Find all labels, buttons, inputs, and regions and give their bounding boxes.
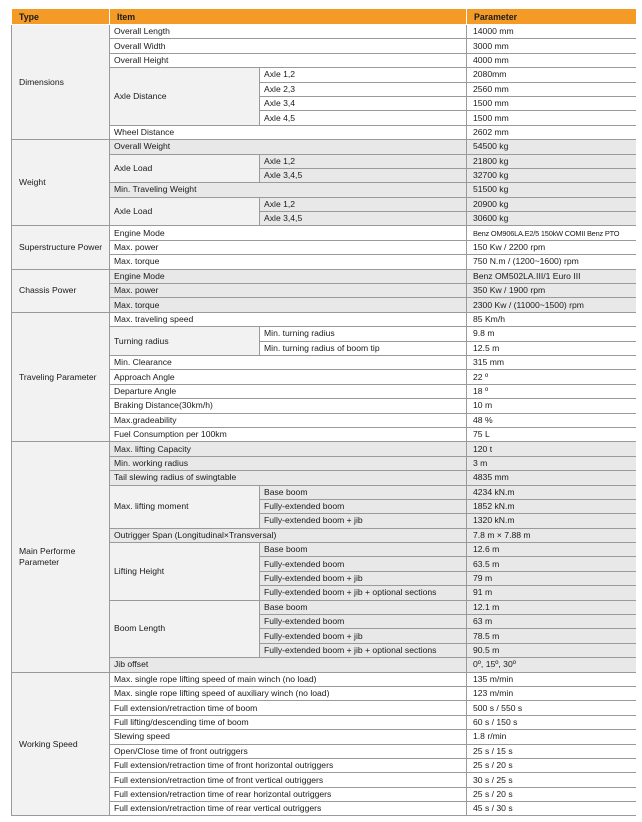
param-value: 45 s / 30 s [467,802,637,816]
param-value: 0º, 15º, 30º [467,658,637,672]
table-row [12,672,637,686]
group-chassis-power: Chassis Power [12,269,110,312]
group-superstructure-power: Superstructure Power [12,226,110,269]
sub-item-label: Base boom [260,485,467,499]
param-value: 2602 mm [467,125,637,139]
param-value: 25 s / 20 s [467,787,637,801]
param-value: 2560 mm [467,82,637,96]
param-value: 750 N.m / (1200~1600) rpm [467,255,637,269]
param-value: 7.8 m × 7.88 m [467,528,637,542]
item-label: Turning radius [110,327,260,356]
item-label: Full extension/retraction time of rear vertical outriggers [110,802,467,816]
param-value: 150 Kw / 2200 rpm [467,240,637,254]
param-value: 4234 kN.m [467,485,637,499]
sub-item-label: Base boom [260,600,467,614]
item-label: Approach Angle [110,370,467,384]
item-label: Axle Load [110,154,260,183]
param-value: 3 m [467,456,637,470]
group-working-speed: Working Speed [12,672,110,816]
item-label: Min. Clearance [110,355,467,369]
item-label: Max. torque [110,298,467,312]
sub-item-label: Fully-extended boom [260,615,467,629]
sub-item-label: Axle 1,2 [260,154,467,168]
table-row [12,269,637,283]
item-label: Min. working radius [110,456,467,470]
item-label: Overall Width [110,39,467,53]
item-label: Open/Close time of front outriggers [110,744,467,758]
param-value: 1320 kN.m [467,514,637,528]
sub-item-label: Fully-extended boom + jib [260,629,467,643]
sub-item-label: Min. turning radius of boom tip [260,341,467,355]
param-value: 4000 mm [467,53,637,67]
header-parameter: Parameter [467,9,637,25]
param-value: 60 s / 150 s [467,715,637,729]
item-label: Axle Load [110,197,260,226]
param-value: 315 mm [467,355,637,369]
param-value: 3000 mm [467,39,637,53]
table-row [12,312,637,326]
table-row [12,226,637,240]
param-value: 123 m/min [467,686,637,700]
param-value: 22 º [467,370,637,384]
param-value: 91 m [467,586,637,600]
param-value: 14000 mm [467,25,637,39]
item-label: Fuel Consumption per 100km [110,427,467,441]
sub-item-label: Axle 1,2 [260,68,467,82]
param-value: 48 % [467,413,637,427]
param-value: 21800 kg [467,154,637,168]
item-label: Braking Distance(30km/h) [110,399,467,413]
sub-item-label: Axle 4,5 [260,111,467,125]
item-label: Departure Angle [110,384,467,398]
item-label: Overall Weight [110,140,467,154]
param-value: 1852 kN.m [467,499,637,513]
sub-item-label: Axle 3,4,5 [260,168,467,182]
item-label: Min. Traveling Weight [110,183,467,197]
param-value: 9.8 m [467,327,637,341]
item-label: Engine Mode [110,226,467,240]
item-label: Outrigger Span (Longitudinal×Transversal) [110,528,467,542]
param-value: 4835 mm [467,471,637,485]
group-dimensions: Dimensions [12,25,110,140]
item-label: Overall Height [110,53,467,67]
sub-item-label: Base boom [260,543,467,557]
item-label: Max. power [110,284,467,298]
param-value: 85 Km/h [467,312,637,326]
item-label: Full extension/retraction time of boom [110,701,467,715]
param-value: Benz OM502LA.III/1 Euro III [467,269,637,283]
param-value: 32700 kg [467,168,637,182]
param-value: 2300 Kw / (11000~1500) rpm [467,298,637,312]
sub-item-label: Fully-extended boom [260,557,467,571]
group-weight: Weight [12,140,110,226]
table-header-row [12,9,637,25]
param-value: 79 m [467,571,637,585]
sub-item-label: Fully-extended boom + jib [260,571,467,585]
sub-item-label: Axle 3,4 [260,96,467,110]
item-label: Engine Mode [110,269,467,283]
param-value: 25 s / 20 s [467,758,637,772]
item-label: Max. torque [110,255,467,269]
param-value: 75 L [467,427,637,441]
table-row [12,442,637,456]
param-value: 18 º [467,384,637,398]
item-label: Max. lifting moment [110,485,260,528]
header-type: Type [12,9,110,25]
param-value: 30600 kg [467,212,637,226]
sub-item-label: Fully-extended boom + jib [260,514,467,528]
spec-table [11,8,636,816]
sub-item-label: Fully-extended boom + jib + optional sections [260,586,467,600]
param-value: 1500 mm [467,111,637,125]
item-label: Max. single rope lifting speed of auxiliary winch (no load) [110,686,467,700]
header-item: Item [110,9,467,25]
item-label: Jib offset [110,658,467,672]
param-value: 1.8 r/min [467,730,637,744]
item-label: Tail slewing radius of swingtable [110,471,467,485]
param-value: 500 s / 550 s [467,701,637,715]
item-label: Axle Distance [110,68,260,126]
item-label: Max. lifting Capacity [110,442,467,456]
param-value: 350 Kw / 1900 rpm [467,284,637,298]
table-row [12,140,637,154]
param-value: 78.5 m [467,629,637,643]
param-value: 135 m/min [467,672,637,686]
item-label: Full extension/retraction time of front vertical outriggers [110,773,467,787]
sub-item-label: Fully-extended boom + jib + optional sections [260,643,467,657]
param-value: 12.6 m [467,543,637,557]
item-label: Overall Length [110,25,467,39]
param-value: 63.5 m [467,557,637,571]
param-value: 10 m [467,399,637,413]
group-main-performe-parameter: Main Performe Parameter [12,442,110,672]
spec-table-container [11,8,636,822]
sub-item-label: Axle 2,3 [260,82,467,96]
item-label: Max. power [110,240,467,254]
sub-item-label: Axle 3,4,5 [260,212,467,226]
item-label: Max. traveling speed [110,312,467,326]
param-value: 1500 mm [467,96,637,110]
item-label: Full extension/retraction time of rear horizontal outriggers [110,787,467,801]
group-traveling-parameter: Traveling Parameter [12,312,110,442]
param-value: 54500 kg [467,140,637,154]
item-label: Slewing speed [110,730,467,744]
param-value: 30 s / 25 s [467,773,637,787]
param-value: 51500 kg [467,183,637,197]
sub-item-label: Min. turning radius [260,327,467,341]
param-value: 120 t [467,442,637,456]
item-label: Max.gradeability [110,413,467,427]
item-label: Boom Length [110,600,260,658]
sub-item-label: Fully-extended boom [260,499,467,513]
param-value: Benz OM906LA.E2/5 150kW COMII Benz PTO [467,226,637,240]
param-value: 63 m [467,615,637,629]
item-label: Max. single rope lifting speed of main winch (no load) [110,672,467,686]
sub-item-label: Axle 1,2 [260,197,467,211]
param-value: 2080mm [467,68,637,82]
param-value: 25 s / 15 s [467,744,637,758]
item-label: Wheel Distance [110,125,467,139]
param-value: 90.5 m [467,643,637,657]
param-value: 20900 kg [467,197,637,211]
item-label: Full extension/retraction time of front horizontal outriggers [110,758,467,772]
param-value: 12.1 m [467,600,637,614]
table-row [12,25,637,39]
param-value: 12.5 m [467,341,637,355]
item-label: Lifting Height [110,543,260,601]
item-label: Full lifting/descending time of boom [110,715,467,729]
